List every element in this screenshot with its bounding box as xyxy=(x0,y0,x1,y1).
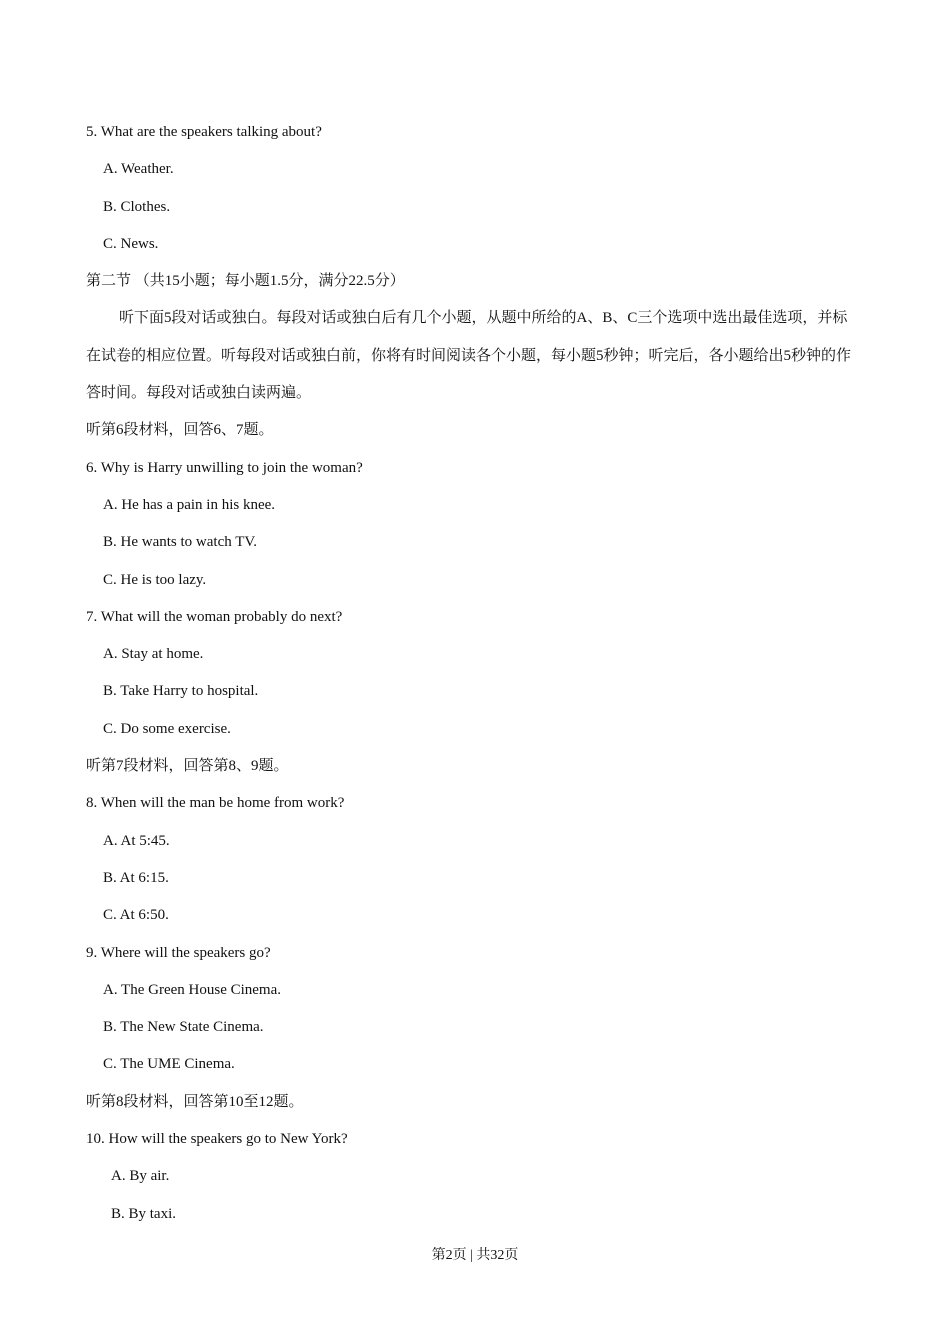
group-intro: 听第6段材料，回答6、7题。 xyxy=(86,422,274,439)
question-stem: 6. Why is Harry unwilling to join the woman? xyxy=(86,459,363,476)
section-instructions-block xyxy=(86,300,856,412)
option: C. News. xyxy=(103,235,159,252)
option: A. By air. xyxy=(111,1168,170,1185)
group-intro: 听第8段材料，回答第10至12题。 xyxy=(86,1093,304,1110)
option: B. The New State Cinema. xyxy=(103,1019,264,1036)
group-intro: 听第7段材料，回答第8、9题。 xyxy=(86,758,289,775)
question-stem: 5. What are the speakers talking about? xyxy=(86,124,322,140)
option: A. Stay at home. xyxy=(103,646,204,663)
question-stem: 7. What will the woman probably do next? xyxy=(86,608,343,625)
question-stem: 8. When will the man be home from work? xyxy=(86,795,345,812)
option: C. At 6:50. xyxy=(103,907,169,924)
option: B. By taxi. xyxy=(111,1205,177,1222)
page-footer: 第2页 | 共32页 xyxy=(431,1248,519,1263)
option: A. At 5:45. xyxy=(103,832,170,849)
option: C. He is too lazy. xyxy=(103,571,207,588)
option: B. At 6:15. xyxy=(103,869,169,886)
section-instructions: 听下面5段对话或独白。每段对话或独白后有几个小题，从题中所给的A、B、C三个选项中选出最佳选项，并标在试卷的相应位置。听每段对话或独白前，你将有时间阅读各个小题，每小题5秒钟；听完后，各小题给出5秒钟的作答时间。每段对话或独白读两遍。 xyxy=(86,310,852,402)
question-stem: 10. How will the speakers go to New York? xyxy=(86,1131,348,1148)
question-stem: 9. Where will the speakers go? xyxy=(86,944,271,961)
option: C. Do some exercise. xyxy=(103,720,231,737)
option: A. The Green House Cinema. xyxy=(103,981,282,998)
option: B. Take Harry to hospital. xyxy=(103,683,259,700)
option: A. He has a pain in his knee. xyxy=(103,496,276,513)
option: B. Clothes. xyxy=(103,198,171,215)
option: B. He wants to watch TV. xyxy=(103,534,258,551)
page-content xyxy=(86,121,856,1240)
option: A. Weather. xyxy=(103,161,174,178)
option: C. The UME Cinema. xyxy=(103,1056,235,1073)
section-heading: 第二节 （共15小题；每小题1.5分，满分22.5分） xyxy=(86,273,405,290)
